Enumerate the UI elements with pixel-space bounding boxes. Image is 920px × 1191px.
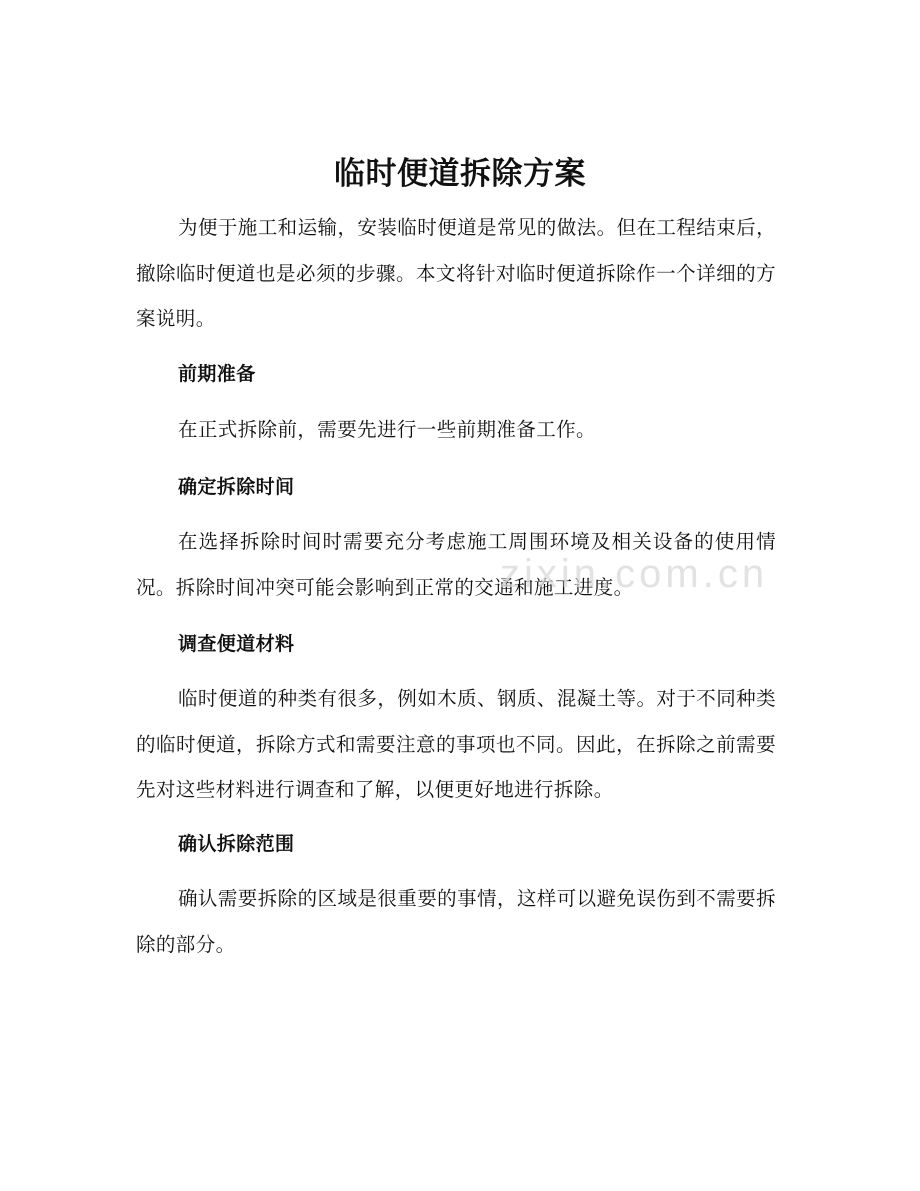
watermark: zixin.com.cn <box>500 552 769 596</box>
intro-paragraph: 为便于施工和运输，安装临时便道是常见的做法。但在工程结束后，撤除临时便道也是必须的步骤。本文将针对临时便道拆除作一个详细的方案说明。 <box>136 216 776 330</box>
document-title: 临时便道拆除方案 <box>334 156 586 192</box>
section-text-scope: 确认需要拆除的区域是很重要的事情，这样可以避免误伤到不需要拆除的部分。 <box>136 887 776 956</box>
section-text-materials: 临时便道的种类有很多，例如木质、钢质、混凝土等。对于不同种类的临时便道，拆除方式和需要注意的事项也不同。因此，在拆除之前需要先对这些材料进行调查和了解，以便更好地进行拆除。 <box>136 687 776 801</box>
section-text-preparation: 在正式拆除前，需要先进行一些前期准备工作。 <box>178 418 596 441</box>
section-text-timing: 在选择拆除时间时需要充分考虑施工周围环境及相关设备的使用情况。拆除时间冲突可能会影响到正常的交通和施工进度。 <box>136 530 776 599</box>
section-heading-preparation: 前期准备 <box>178 363 256 385</box>
section-heading-materials: 调查便道材料 <box>178 633 295 655</box>
section-heading-scope: 确认拆除范围 <box>178 833 295 855</box>
section-heading-timing: 确定拆除时间 <box>178 476 295 498</box>
